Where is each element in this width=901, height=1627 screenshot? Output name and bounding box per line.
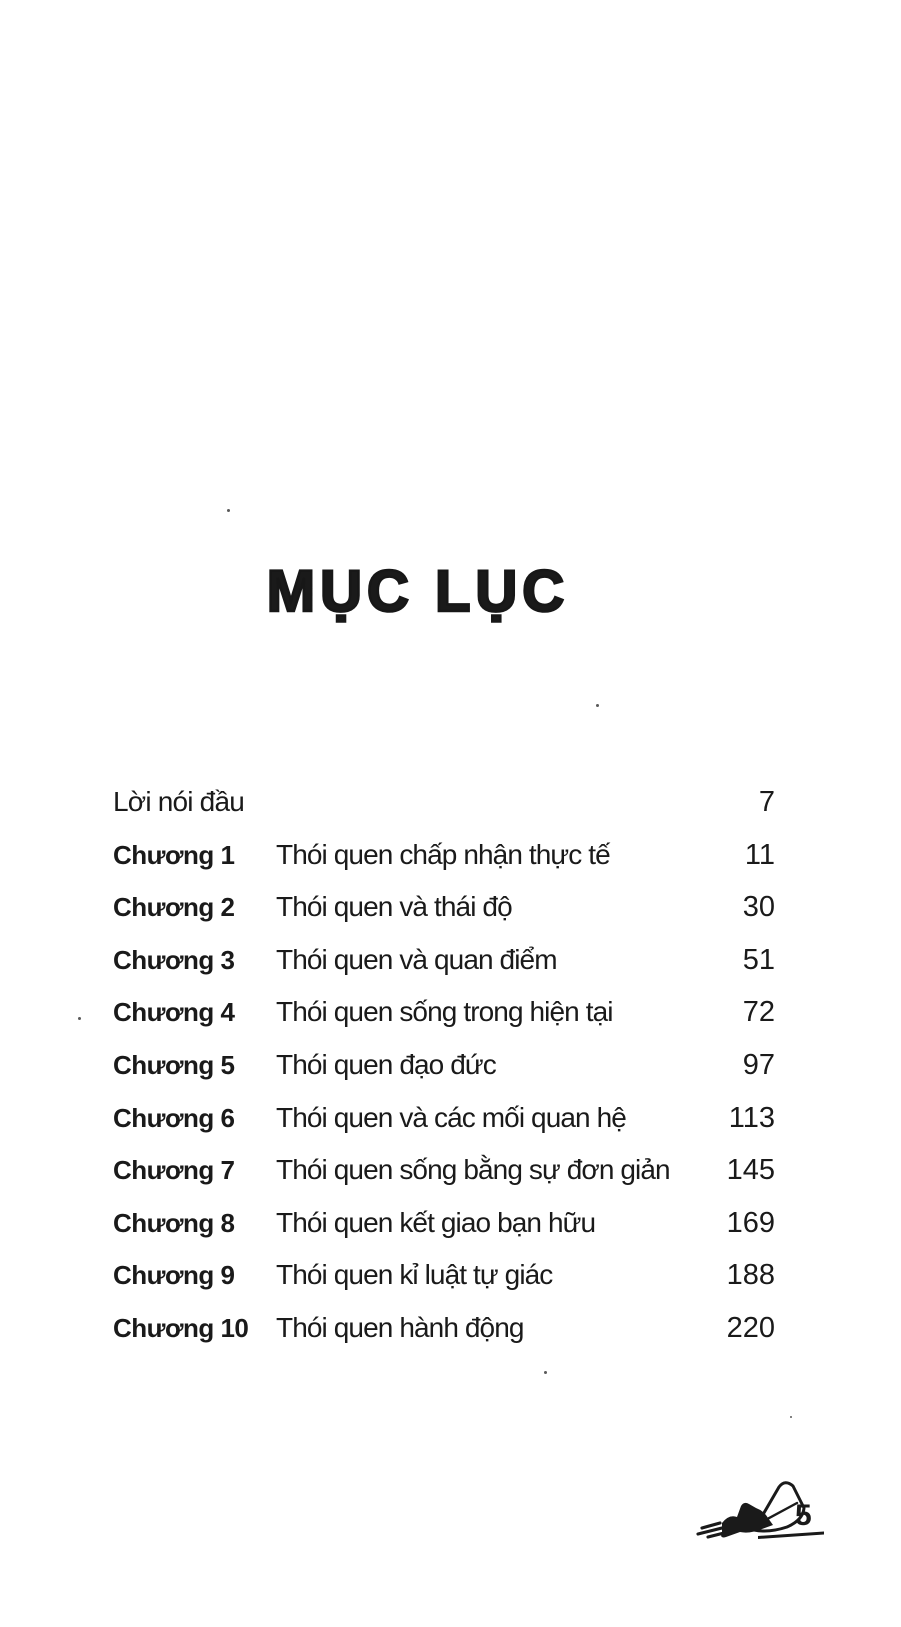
folio-page-number: 5 (795, 1499, 811, 1532)
toc-entry-label: Chương 10 (113, 1312, 249, 1343)
toc-row (113, 1197, 775, 1250)
scan-speck (227, 509, 230, 512)
toc-row (113, 1249, 775, 1302)
toc-entry-title: Thói quen và thái độ (276, 891, 512, 923)
toc-entry-label: Chương 1 (113, 839, 235, 870)
toc-entry-page: 145 (726, 1154, 775, 1187)
toc-entry-label: Chương 8 (113, 1207, 235, 1238)
toc-row (113, 776, 775, 829)
toc-entry-page: 188 (726, 1259, 775, 1292)
toc-entry-label: Chương 7 (113, 1155, 235, 1186)
toc-row (113, 1302, 775, 1355)
toc-entry-title: Thói quen kỉ luật tự giác (276, 1259, 553, 1291)
scan-speck (790, 1416, 792, 1418)
toc-entry-page: 51 (742, 943, 775, 976)
scan-speck (544, 1371, 547, 1374)
toc-entry-page: 72 (742, 996, 775, 1029)
toc-row (113, 829, 775, 882)
toc-entry-title: Thói quen kết giao bạn hữu (276, 1206, 596, 1238)
footer-ornament (694, 1479, 828, 1543)
toc-entry-page: 30 (742, 891, 775, 924)
toc-entry-page: 113 (728, 1101, 775, 1134)
toc-entry-label: Chương 4 (113, 997, 235, 1028)
toc-entry-title: Thói quen sống trong hiện tại (276, 996, 613, 1028)
toc-entry-page: 220 (726, 1311, 775, 1344)
toc-entry-page: 11 (744, 838, 775, 871)
toc-entry-page: 169 (726, 1206, 775, 1239)
scan-speck (78, 1017, 81, 1020)
toc-entry-label: Chương 6 (113, 1102, 235, 1133)
toc-entry-title: Thói quen đạo đức (276, 1048, 496, 1080)
scan-speck (596, 704, 599, 707)
toc-entry-title: Thói quen và các mối quan hệ (276, 1101, 626, 1133)
toc-row (113, 1039, 775, 1092)
toc-entry-title: Thói quen hành động (276, 1311, 524, 1343)
toc-entry-label: Chương 9 (113, 1260, 235, 1291)
toc-row (113, 1092, 775, 1145)
toc-entry-label: Chương 3 (113, 944, 235, 975)
toc-entry-title: Thói quen chấp nhận thực tế (276, 838, 610, 870)
toc-entry-label: Chương 5 (113, 1049, 235, 1080)
toc-entry-page: 97 (742, 1048, 775, 1081)
toc-entry-label: Lời nói đầu (113, 786, 244, 817)
toc-row (113, 1144, 775, 1197)
page-title: MỤC LỤC (266, 559, 570, 624)
toc-row (113, 934, 775, 987)
toc-entry-label: Chương 2 (113, 892, 235, 923)
toc-list (113, 776, 775, 1355)
toc-entry-title: Thói quen sống bằng sự đơn giản (276, 1154, 670, 1186)
toc-entry-page: 7 (758, 786, 775, 818)
toc-row (113, 881, 775, 934)
toc-row (113, 986, 775, 1039)
toc-entry-title: Thói quen và quan điểm (276, 943, 557, 975)
